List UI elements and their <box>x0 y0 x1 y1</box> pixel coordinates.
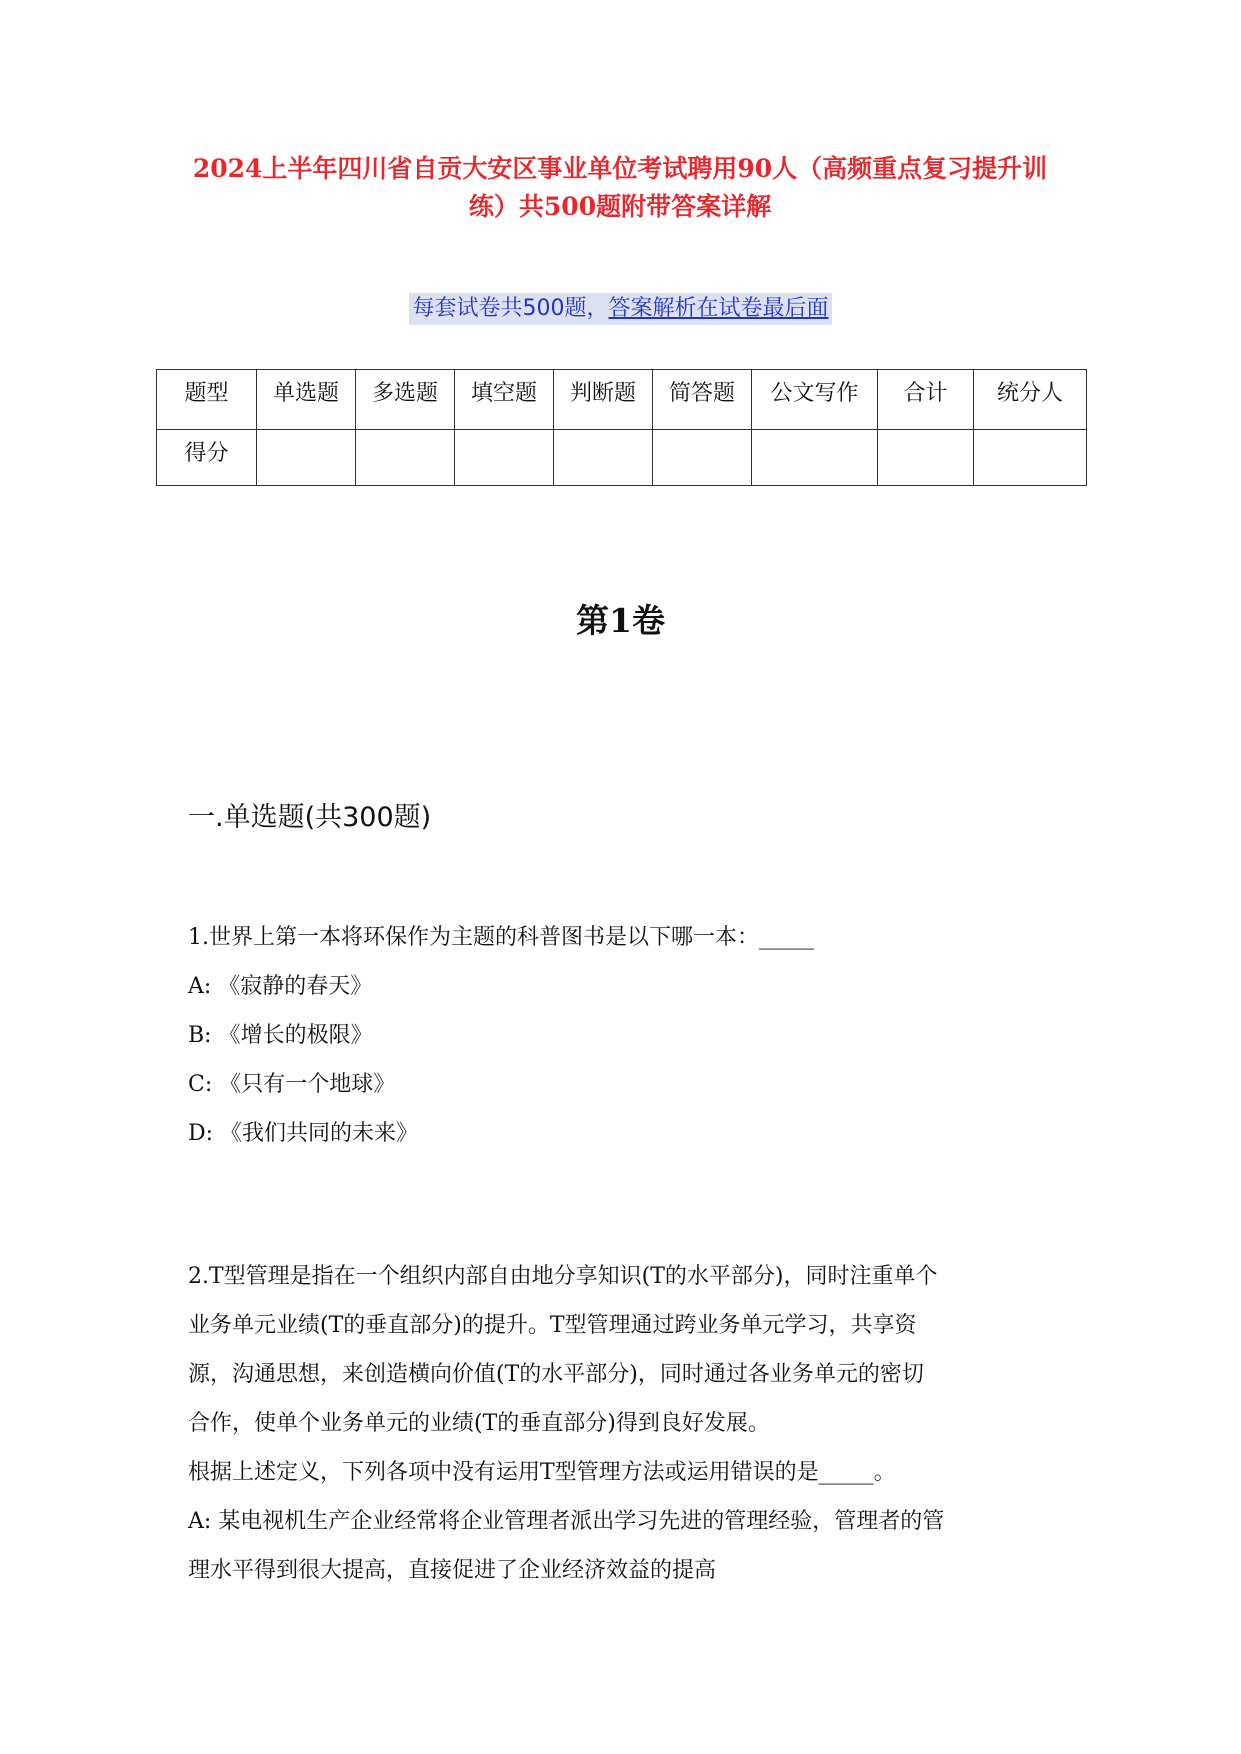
option-a: A: 《寂静的春天》 <box>188 974 373 999</box>
question-stem: 1.世界上第一本将环保作为主题的科普图书是以下哪一本：_____ <box>188 925 814 950</box>
score-cell <box>356 430 455 486</box>
header-cell: 简答题 <box>653 370 752 430</box>
score-cell <box>878 430 974 486</box>
score-cell <box>554 430 653 486</box>
option-a-continued: 理水平得到很大提高，直接促进了企业经济效益的提高 <box>188 1558 717 1583</box>
document-title: 2024上半年四川省自贡大安区事业单位考试聘用90人（高频重点复习提升训练）共500题附带答案详解 <box>192 154 1048 221</box>
answer-notice-banner <box>0 293 1241 325</box>
question-1 <box>188 913 1058 1158</box>
option-d: D: 《我们共同的未来》 <box>188 1121 419 1146</box>
score-row-label: 得分 <box>157 430 257 486</box>
header-cell: 公文写作 <box>752 370 878 430</box>
banner-text-part1: 每套试卷共500题， <box>412 296 609 321</box>
score-table <box>156 369 1087 486</box>
volume-title: 第1卷 <box>576 601 665 640</box>
score-cell <box>653 430 752 486</box>
banner-text <box>409 293 831 325</box>
section-title: 一.单选题(共300题) <box>188 802 432 833</box>
score-cell <box>974 430 1087 486</box>
header-cell: 多选题 <box>356 370 455 430</box>
header-cell: 统分人 <box>974 370 1087 430</box>
question-stem-line: 源，沟通思想，来创造横向价值(T的水平部分)，同时通过各业务单元的密切 <box>188 1362 924 1387</box>
score-cell <box>752 430 878 486</box>
question-stem-line: 业务单元业绩(T的垂直部分)的提升。T型管理通过跨业务单元学习，共享资 <box>188 1313 917 1338</box>
header-cell: 填空题 <box>455 370 554 430</box>
option-c: C: 《只有一个地球》 <box>188 1072 396 1097</box>
score-cell <box>257 430 356 486</box>
option-a: A: 某电视机生产企业经常将企业管理者派出学习先进的管理经验，管理者的管 <box>188 1509 945 1534</box>
option-b: B: 《增长的极限》 <box>188 1023 373 1048</box>
question-prompt: 根据上述定义，下列各项中没有运用T型管理方法或运用错误的是_____。 <box>188 1460 896 1485</box>
header-cell: 判断题 <box>554 370 653 430</box>
header-cell: 合计 <box>878 370 974 430</box>
score-table-header-row <box>157 370 1087 430</box>
score-cell <box>455 430 554 486</box>
question-stem-line: 合作，使单个业务单元的业绩(T的垂直部分)得到良好发展。 <box>188 1411 770 1436</box>
header-cell: 题型 <box>157 370 257 430</box>
header-cell: 单选题 <box>257 370 356 430</box>
question-stem-line: 2.T型管理是指在一个组织内部自由地分享知识(T的水平部分)，同时注重单个 <box>188 1264 938 1289</box>
question-2 <box>188 1252 1058 1595</box>
banner-text-part2: 答案解析在试卷最后面 <box>608 296 829 321</box>
score-table-score-row <box>157 430 1087 486</box>
